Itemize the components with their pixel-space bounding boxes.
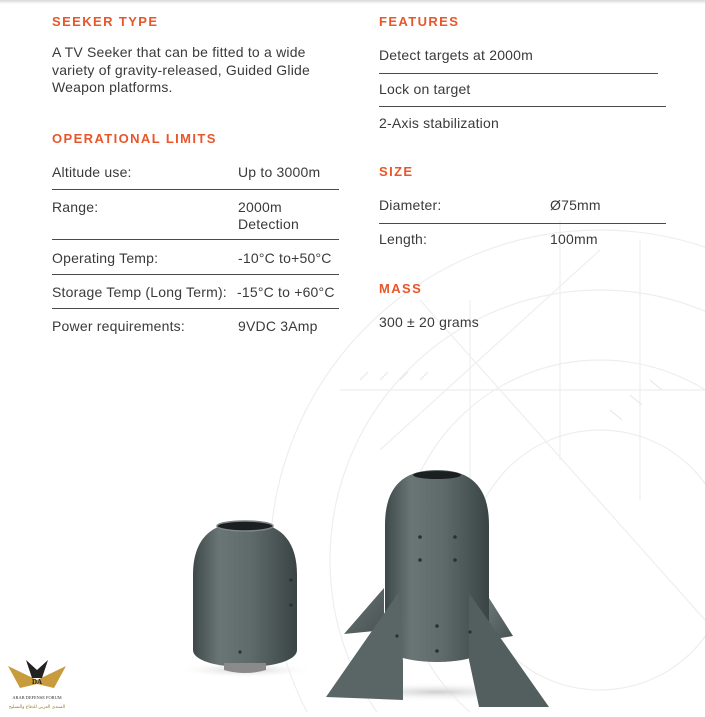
limits-value: 2000m <box>238 199 282 215</box>
watermark-line2: المنتدى العربي للدفاع والتسليح <box>8 705 66 710</box>
limits-label: Power requirements: <box>52 318 185 334</box>
mass-heading: MASS <box>379 281 423 296</box>
features-heading: FEATURES <box>379 14 460 29</box>
seeker-type-heading: SEEKER TYPE <box>52 14 159 29</box>
size-label: Length: <box>379 231 428 247</box>
operational-limits-heading: OPERATIONAL LIMITS <box>52 131 217 146</box>
seeker-type-description: A TV Seeker that can be fitted to a wide variety of gravity-released, Guided Glide Weapon platforms. <box>52 44 310 95</box>
arab-defense-forum-logo <box>4 658 70 712</box>
limits-label: Altitude use: <box>52 164 132 180</box>
size-value: 100mm <box>550 231 598 247</box>
feature-text: Lock on target <box>379 81 471 97</box>
svg-text:DA: DA <box>31 678 43 686</box>
feature-text: 2-Axis stabilization <box>379 115 499 131</box>
limits-label: Storage Temp (Long Term): <box>52 284 227 300</box>
size-heading: SIZE <box>379 164 414 179</box>
watermark-line1: ARAB DEFENSE FORUM <box>12 695 62 700</box>
limits-value: -10°C to+50°C <box>238 250 332 266</box>
size-label: Diameter: <box>379 197 442 213</box>
mass-value: 300 ± 20 grams <box>379 314 479 330</box>
limits-value: 9VDC 3Amp <box>238 318 318 334</box>
size-value: Ø75mm <box>550 197 601 213</box>
limits-label: Range: <box>52 199 99 215</box>
limits-label: Operating Temp: <box>52 250 159 266</box>
eagle-emblem-icon <box>4 658 70 712</box>
feature-text: Detect targets at 2000m <box>379 47 534 63</box>
limits-value: Up to 3000m <box>238 164 321 180</box>
limits-value-line2: Detection <box>238 216 299 232</box>
limits-value: -15°C to +60°C <box>237 284 335 300</box>
